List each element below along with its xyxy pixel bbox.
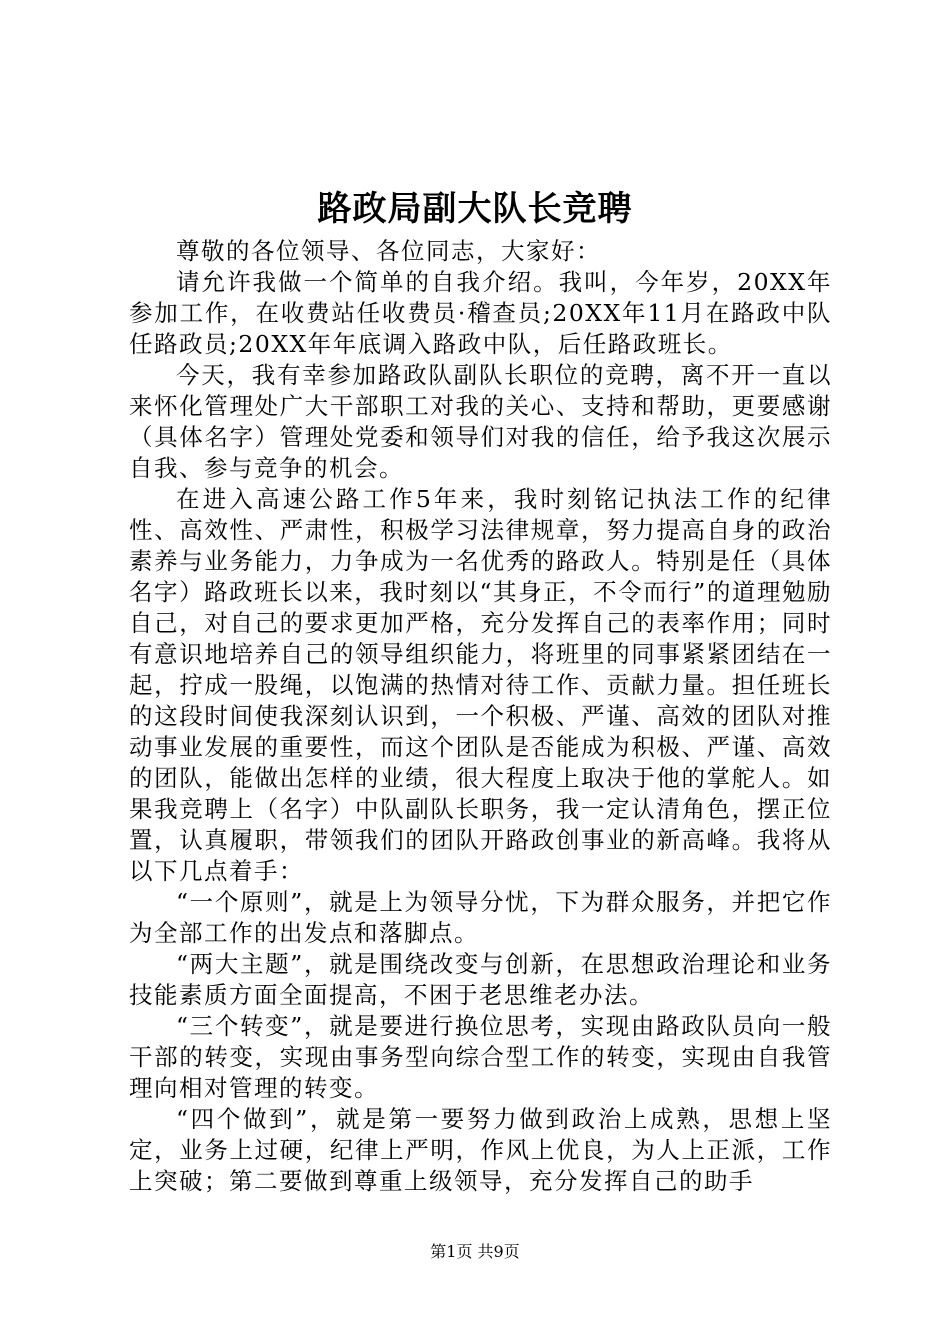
paragraph-two-themes: “两大主题”，就是围绕改变与创新，在思想政治理论和业务技能素质方面全面提高，不困于老思维老办法。: [129, 950, 832, 1009]
document-body: [129, 236, 832, 1197]
paragraph-greeting: 尊敬的各位领导、各位同志，大家好：: [176, 237, 601, 265]
page-title: 路政局副大队长竞聘: [317, 189, 633, 229]
paragraph-four-achievements: “四个做到”，就是第一要努力做到政治上成熟，思想上坚定，业务上过硬，纪律上严明，作风上优良，为人上正派，工作上突破；第二要做到尊重上级领导，充分发挥自己的助手: [129, 1105, 832, 1195]
paragraph-gratitude: 今天，我有幸参加路政队副队长职位的竞聘，离不开一直以来怀化管理处广大干部职工对我的关心、支持和帮助，更要感谢（具体名字）管理处党委和领导们对我的信任，给予我这次展示自我、参与竞争的机会。: [129, 361, 832, 482]
paragraph-experience: 在进入高速公路工作5年来，我时刻铭记执法工作的纪律性、高效性、严肃性，积极学习法律规章，努力提高自身的政治素养与业务能力，力争成为一名优秀的路政人。特别是任（具体名字）路政班长以来，我时刻以“其身正，不令而行”的道理勉励自己，对自己的要求更加严格，充分发挥自己的表率作用；同时有意识地培养自己的领导组织能力，将班里的同事紧紧团结在一起，拧成一股绳，以饱满的热情对待工作、贡献力量。担任班长的这段时间使我深刻认识到，一个积极、严谨、高效的团队对推动事业发展的重要性，而这个团队是否能成为积极、严谨、高效的团队，能做出怎样的业绩，很大程度上取决于他的掌舵人。如果我竞聘上（名字）中队副队长职务，我一定认清角色，摆正位置，认真履职，带领我们的团队开路政创事业的新高峰。我将从以下几点着手：: [129, 485, 832, 885]
paragraph-one-principle: “一个原则”，就是上为领导分忧，下为群众服务，并把它作为全部工作的出发点和落脚点。: [129, 888, 832, 947]
page-indicator: 第1页 共9页: [430, 1242, 520, 1261]
paragraph-three-transitions: “三个转变”，就是要进行换位思考，实现由路政队员向一般干部的转变，实现由事务型向综合型工作的转变，实现由自我管理向相对管理的转变。: [129, 1012, 832, 1102]
paragraph-introduction: 请允许我做一个简单的自我介绍。我叫，今年岁，20XX年参加工作，在收费站任收费员·稽查员;20XX年11月在路政中队任路政员;20XX年年底调入路政中队，后任路政班长。: [129, 268, 832, 358]
